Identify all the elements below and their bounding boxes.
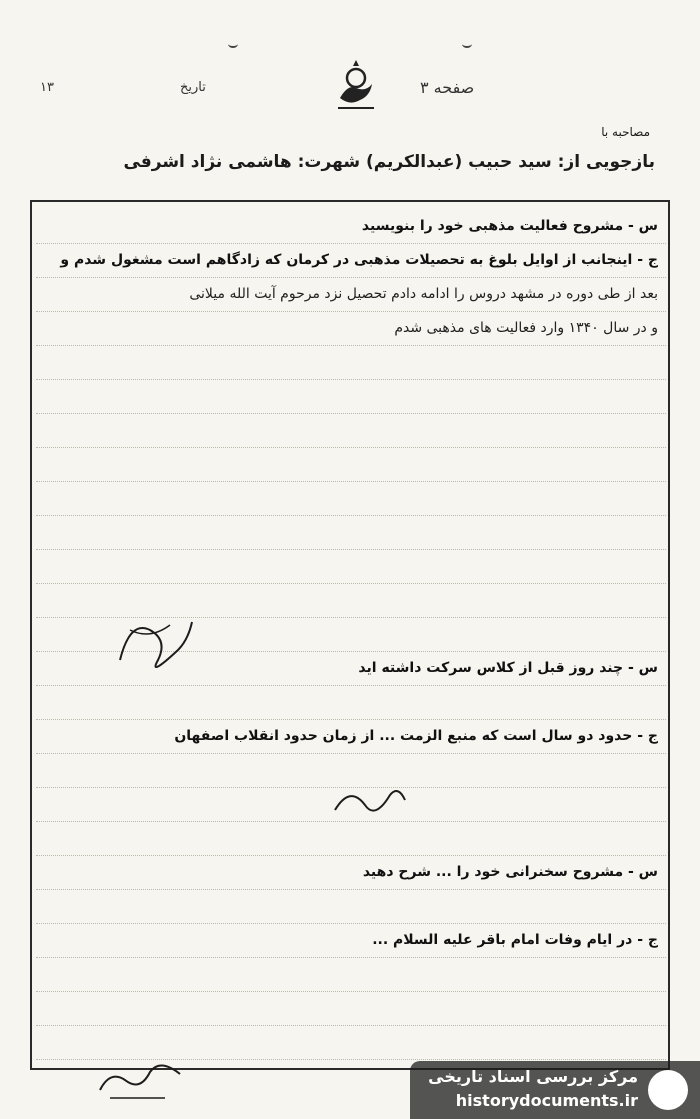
handwritten-line: س - مشروح سخنرانی خود را ... شرح دهید	[36, 856, 666, 890]
header-year: ۱۳	[40, 80, 54, 95]
handwritten-line: و در سال ۱۳۴۰ وارد فعالیت های مذهبی شدم	[36, 312, 666, 346]
handwritten-line: بعد از طی دوره در مشهد دروس را ادامه دادم تحصیل نزد مرحوم آیت الله میلانی	[36, 278, 666, 312]
signature-scribble	[110, 600, 200, 680]
handwritten-line: ج - حدود دو سال است که منبع الزمت ... از زمان حدود انقلاب اصفهان	[36, 720, 666, 754]
handwritten-line: س - مشروح فعالیت مذهبی خود را بنویسید	[36, 210, 666, 244]
handwritten-line	[36, 992, 666, 1026]
history-documents-logo-icon	[648, 1070, 688, 1110]
handwritten-line	[36, 482, 666, 516]
handwritten-line	[36, 346, 666, 380]
handwritten-line: ج - اینجانب از اوایل بلوغ به تحصیلات مذهبی در کرمان که زادگاهم است مشغول شدم و	[36, 244, 666, 278]
handwritten-line	[36, 516, 666, 550]
handwritten-line	[36, 686, 666, 720]
handwritten-line	[36, 448, 666, 482]
handwritten-line	[36, 958, 666, 992]
handwritten-line: ج - در ایام وفات امام باقر علیه السلام ...	[36, 924, 666, 958]
handwritten-line: س - چند روز قبل از کلاس سرکت داشته اید	[36, 652, 666, 686]
edge-mark	[462, 40, 472, 48]
header-page-number: صفحه ۳	[420, 78, 475, 97]
signature-scribble	[330, 780, 410, 830]
lion-sun-emblem-icon	[332, 58, 380, 114]
subject-line: بازجویی از: سید حبیب (عبدالکریم) شهرت: هاشمی نژاد اشرفی	[123, 152, 655, 172]
signature-scribble	[95, 1060, 185, 1105]
watermark-url: historydocuments.ir	[455, 1091, 638, 1110]
header-date-label: تاریخ	[180, 80, 206, 95]
handwritten-line	[36, 414, 666, 448]
watermark-persian: مرکز بررسی اسناد تاریخی	[428, 1067, 638, 1086]
handwritten-line	[36, 380, 666, 414]
handwritten-line	[36, 1026, 666, 1060]
handwritten-line	[36, 890, 666, 924]
interview-label: مصاحبه با	[601, 125, 650, 139]
handwritten-line	[36, 550, 666, 584]
edge-mark	[228, 40, 238, 48]
watermark	[410, 1061, 700, 1119]
